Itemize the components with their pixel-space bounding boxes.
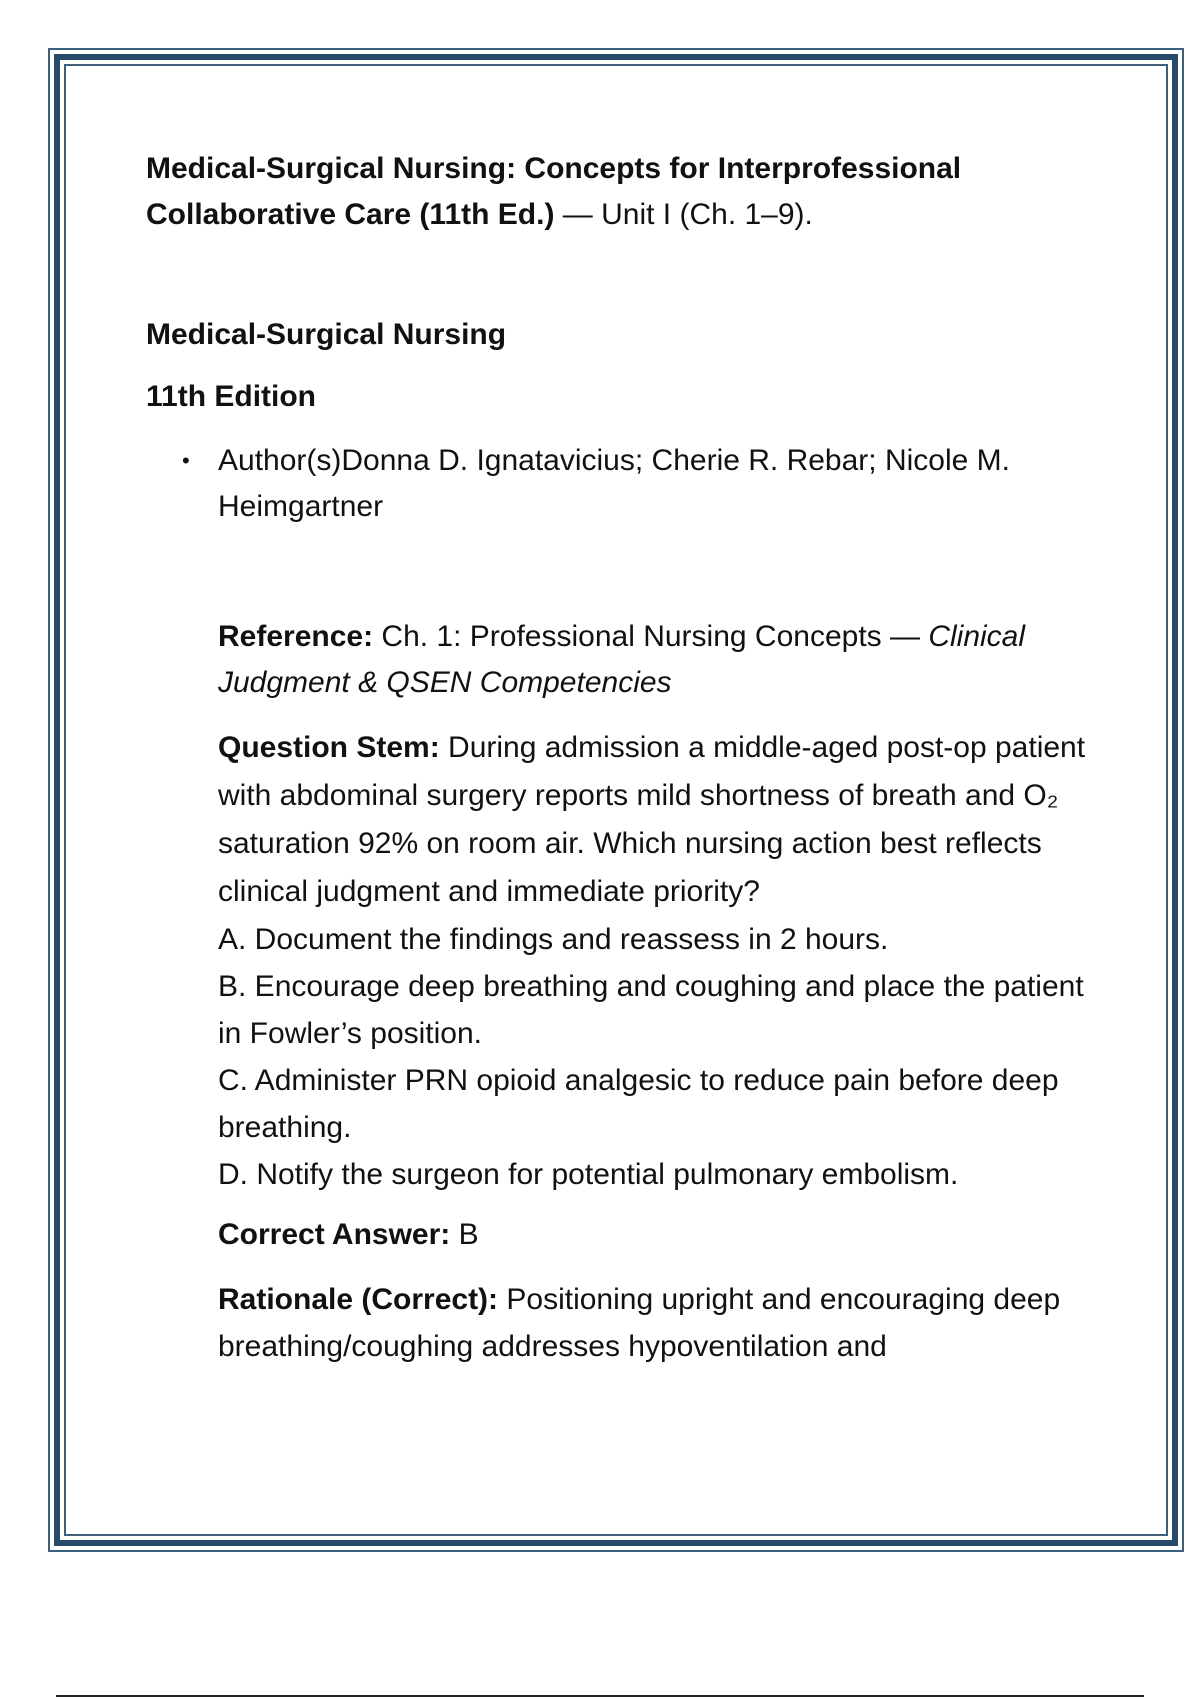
document-title-unit: — Unit I (Ch. 1–9). bbox=[554, 198, 813, 231]
option-c: C. Administer PRN opioid analgesic to reduce pain before deep breathing. bbox=[218, 1064, 1059, 1144]
document-content bbox=[146, 146, 1096, 1370]
reference-label: Reference: bbox=[218, 620, 374, 653]
book-edition: 11th Edition bbox=[146, 380, 317, 413]
book-name: Medical-Surgical Nursing bbox=[146, 318, 507, 351]
author-item bbox=[146, 438, 1096, 530]
correct-answer-value: B bbox=[450, 1218, 479, 1251]
option-b: B. Encourage deep breathing and coughing and place the patient in Fowler’s position. bbox=[218, 970, 1084, 1050]
document-title-bold: Medical-Surgical Nursing: Concepts for Interprofessional Collaborative Care (11th Ed.) bbox=[146, 152, 962, 231]
correct-answer bbox=[218, 1212, 1096, 1258]
question-stem-label: Question Stem: bbox=[218, 731, 440, 764]
reference-line bbox=[218, 614, 1096, 706]
reference-text: Ch. 1: Professional Nursing Concepts — bbox=[373, 620, 929, 653]
authors-label: Author(s) bbox=[218, 444, 342, 477]
option-a: A. Document the findings and reassess in 2 hours. bbox=[218, 923, 889, 956]
rationale bbox=[218, 1276, 1096, 1370]
rationale-text: Positioning upright and encouraging deep breathing/coughing addresses hypoventilation and bbox=[218, 1283, 1061, 1363]
reference-topic: Clinical Judgment & QSEN Competencies bbox=[218, 620, 1026, 699]
bullet-icon: • bbox=[182, 448, 190, 473]
footer-divider bbox=[56, 1695, 1144, 1697]
correct-answer-label: Correct Answer: bbox=[218, 1218, 451, 1251]
author-list bbox=[146, 438, 1096, 530]
document-title bbox=[146, 146, 1096, 238]
question-block bbox=[146, 614, 1096, 1370]
rationale-label: Rationale (Correct): bbox=[218, 1283, 499, 1316]
option-d: D. Notify the surgeon for potential pulmonary embolism. bbox=[218, 1158, 959, 1191]
question-stem bbox=[218, 724, 1096, 916]
question-stem-text: During admission a middle-aged post-op patient with abdominal surgery reports mild shortness of breath and O₂ saturation 92% on room air. Which nursing action best reflects clinical judgment and immediate priority? bbox=[218, 731, 1086, 908]
authors-names: Donna D. Ignatavicius; Cherie R. Rebar; Nicole M. Heimgartner bbox=[218, 444, 1010, 523]
